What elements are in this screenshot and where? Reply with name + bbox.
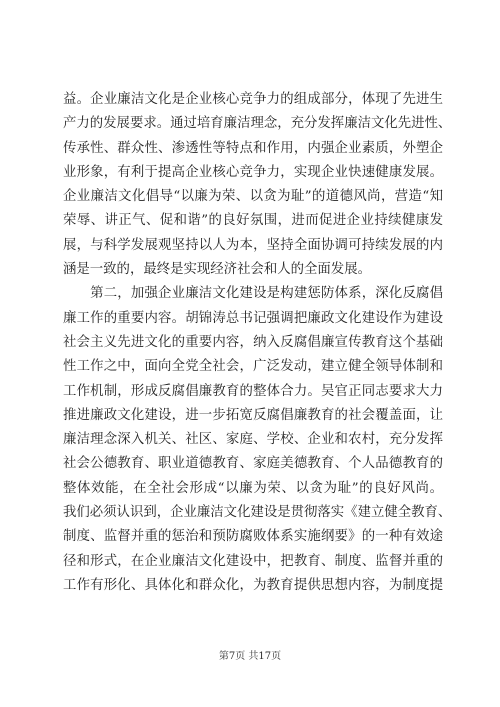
text-line: 社会公德教育、职业道德教育、家庭美德教育、个人品德教育的 bbox=[63, 456, 443, 472]
text-line: 廉工作的重要内容。胡锦涛总书记强调把廉政文化建设作为建设 bbox=[63, 310, 443, 326]
page-number-footer: 第7页 共17页 bbox=[218, 651, 282, 662]
text-line: 径和形式，在企业廉洁文化建设中，把教育、制度、监督并重的 bbox=[63, 553, 443, 569]
body-text bbox=[63, 88, 452, 598]
text-line: 工作机制，形成反腐倡廉教育的整体合力。吴官正同志要求大力 bbox=[63, 383, 443, 399]
text-line: 制度、监督并重的惩治和预防腐败体系实施纲要》的一种有效途 bbox=[63, 529, 443, 545]
text-line: 推进廉政文化建设，进一步拓宽反腐倡廉教育的社会覆盖面，让 bbox=[63, 407, 443, 423]
text-line: 社会主义先进文化的重要内容，纳入反腐倡廉宣传教育这个基础 bbox=[63, 334, 443, 350]
text-line: 展，与科学发展观坚持以人为本，坚持全面协调可持续发展的内 bbox=[63, 237, 443, 253]
text-line: 企业廉洁文化倡导“以廉为荣、以贪为耻”的道德风尚，营造“知 bbox=[63, 189, 443, 205]
text-line: 传承性、群众性、渗透性等特点和作用，内强企业素质，外塑企 bbox=[63, 140, 443, 156]
text-line: 第二，加强企业廉洁文化建设是构建惩防体系，深化反腐倡 bbox=[63, 286, 443, 302]
text-line: 我们必须认识到，企业廉洁文化建设是贯彻落实《建立健全教育、 bbox=[63, 505, 452, 521]
text-line: 业形象，有利于提高企业核心竞争力，实现企业快速健康发展。 bbox=[63, 164, 443, 180]
text-line: 涵是一致的，最终是实现经济社会和人的全面发展。 bbox=[63, 262, 371, 278]
text-line: 工作有形化、具体化和群众化，为教育提供思想内容，为制度提 bbox=[63, 577, 443, 593]
text-line: 性工作之中，面向全党全社会，广泛发动，建立健全领导体制和 bbox=[63, 359, 443, 375]
text-line: 荣辱、讲正气、促和谐”的良好氛围，进而促进企业持续健康发 bbox=[63, 213, 443, 229]
text-line: 产力的发展要求。通过培育廉洁理念，充分发挥廉洁文化先进性、 bbox=[63, 116, 452, 132]
text-line: 益。企业廉洁文化是企业核心竞争力的组成部分，体现了先进生 bbox=[63, 92, 443, 107]
text-line: 整体效能，在全社会形成“以廉为荣、以贪为耻”的良好风尚。 bbox=[63, 480, 443, 496]
text-line: 廉洁理念深入机关、社区、家庭、学校、企业和农村，充分发挥 bbox=[63, 432, 443, 448]
